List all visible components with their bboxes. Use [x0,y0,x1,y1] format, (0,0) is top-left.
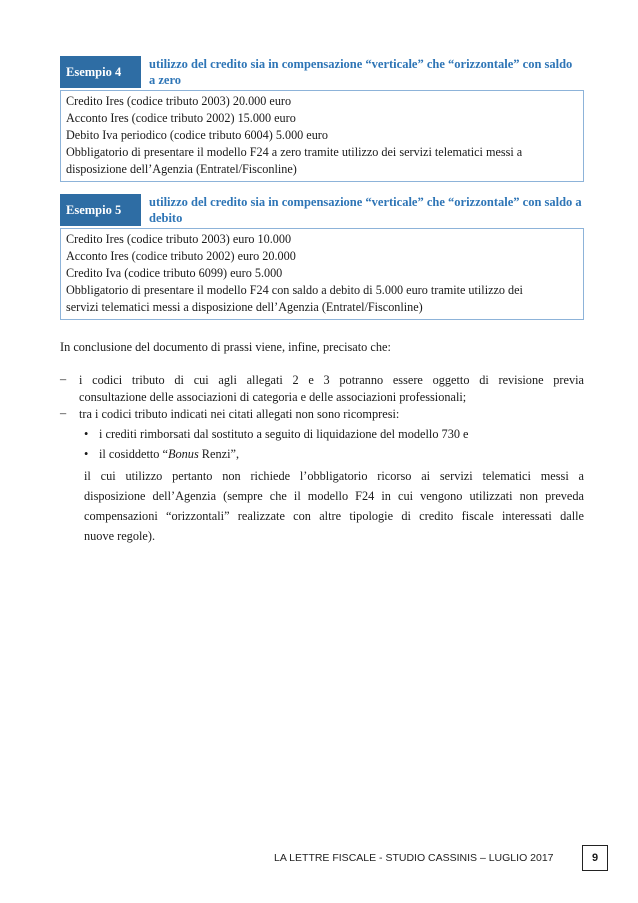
list-item-line: i codici tributo di cui agli allegati 2 e 3 potranno essere oggetto di revisione previa [79,373,584,387]
example-line: Obbligatorio di presentare il modello F24 a zero tramite utilizzo dei servizi telematici messi a [66,145,523,159]
example-title-line: utilizzo del credito sia in compensazione “verticale” che “orizzontale” con saldo [149,57,573,71]
paragraph-line: il cui utilizzo pertanto non richiede l’obbligatorio ricorso ai servizi telematici messi a [84,469,584,483]
example-title-line: a zero [149,73,182,87]
example-line: disposizione dell’Agenzia (Entratel/Fisconline) [66,162,297,176]
bullet-marker: • [84,427,89,441]
example-line: Acconto Ires (codice tributo 2002) euro 20.000 [66,249,296,263]
bullet-text-italic: Bonus [167,447,199,461]
example-title-line: debito [149,211,183,225]
example-header [60,194,584,226]
example-5 [60,194,584,320]
example-title-line: utilizzo del credito sia in compensazione “verticale” che “orizzontale” con saldo a [149,195,582,209]
example-box [60,228,584,320]
dash-marker: – [60,372,67,386]
list-item-line: tra i codici tributo indicati nei citati allegati non sono ricompresi: [79,407,400,421]
bullet-item [99,446,584,463]
bullet-marker: • [84,447,89,461]
example-4 [60,56,584,182]
example-line: Acconto Ires (codice tributo 2002) 15.000 euro [66,111,296,125]
dash-marker: – [60,406,67,420]
example-label: Esempio 5 [60,194,141,226]
example-line: servizi telematici messi a disposizione dell’Agenzia (Entratel/Fisconline) [66,300,423,314]
example-line: Credito Ires (codice tributo 2003) 20.000 euro [66,94,292,108]
example-line: Obbligatorio di presentare il modello F24 con saldo a debito di 5.000 euro tramite utilizzo dei [66,283,523,297]
conclusion-text: In conclusione del documento di prassi viene, infine, precisato che: [60,340,391,354]
paragraph-line: nuove regole). [84,529,156,543]
example-line: Credito Ires (codice tributo 2003) euro 10.000 [66,232,292,246]
page-number: 9 [582,845,608,871]
example-title [141,56,584,88]
example-header [60,56,584,88]
page-footer: LA LETTRE FISCALE - STUDIO CASSINIS – LUGLIO 2017 [274,852,554,864]
paragraph-line: compensazioni “orizzontali” realizzate con altre tipologie di credito fiscale interessati dalle [84,509,584,523]
example-title [141,194,584,226]
bullet-text: Renzi”, [198,447,240,461]
example-label: Esempio 4 [60,56,141,88]
bullet-text: il cosiddetto “ [99,447,168,461]
paragraph-line: disposizione dell’Agenzia (sempre che il modello F24 in cui vengono utilizzati non preveda [84,489,584,503]
example-box [60,90,584,182]
bullet-item: i crediti rimborsati dal sostituto a seguito di liquidazione del modello 730 e [99,427,469,441]
list-item-line: consultazione delle associazioni di categoria e delle associazioni professionali; [79,390,467,404]
example-line: Debito Iva periodico (codice tributo 6004) 5.000 euro [66,128,328,142]
example-line: Credito Iva (codice tributo 6099) euro 5.000 [66,266,283,280]
